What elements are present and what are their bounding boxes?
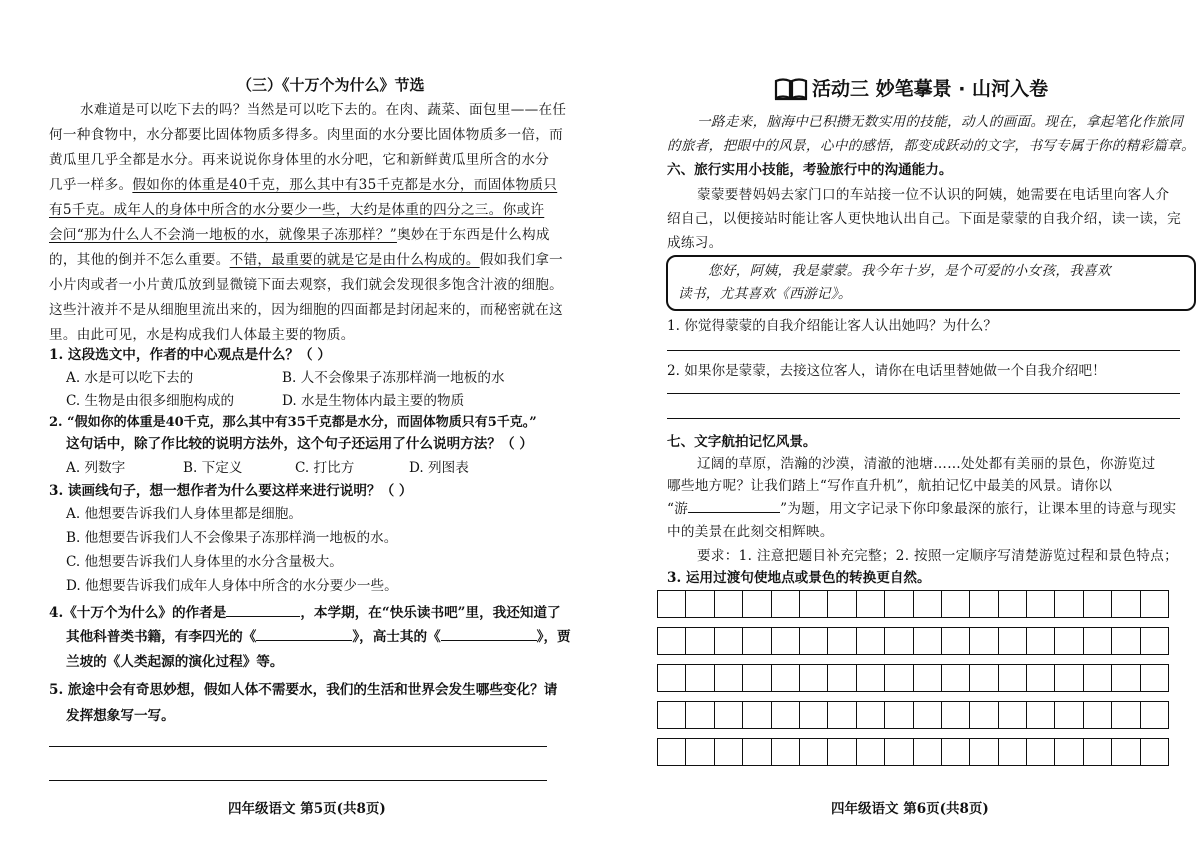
grid-cell[interactable] [686,591,714,618]
grid-row-gap [658,729,1169,739]
grid-cell[interactable] [885,702,913,729]
grid-cell[interactable] [771,628,799,655]
option-a[interactable]: A. 他想要告诉我们人身体里都是细胞。 [66,506,302,522]
passage-line: 里。由此可见，水是构成我们人体最主要的物质。 [49,327,355,343]
grid-cell[interactable] [1083,591,1111,618]
answer-blank[interactable] [256,628,352,641]
grid-row [658,591,1169,618]
grid-cell[interactable] [658,739,686,766]
answer-line[interactable] [667,350,1180,351]
requirements: 3. 运用过渡句使地点或景色的转换更自然。 [667,570,931,586]
grid-cell[interactable] [771,591,799,618]
passage-line: 小片肉或者一小片黄瓜放到显微镜下面去观察，我们就会发现很多饱含汁液的细胞。 [49,277,564,293]
question-5: 5. 旅途中会有奇思妙想，假如人体不需要水，我们的生活和世界会发生哪些变化？请 [49,682,558,698]
grid-cell[interactable] [856,665,884,692]
grid-gap-cell [658,729,1169,739]
section-6-text: 绍自己，以便接站时能让客人更快地认出自己。下面是蒙蒙的自我介绍，读一读，完 [667,211,1182,227]
grid-cell[interactable] [799,702,827,729]
page-footer: 四年级语文 第6页(共8页) [831,801,989,817]
grid-cell[interactable] [1140,591,1168,618]
grid-cell[interactable] [1027,628,1055,655]
passage-line: 水难道是可以吃下去的吗？当然是可以吃下去的。在肉、蔬菜、面包里——在任 [80,102,567,118]
answer-line[interactable] [49,746,547,747]
grid-cell[interactable] [799,591,827,618]
answer-blank[interactable] [441,628,537,641]
book-icon [774,77,808,101]
grid-cell[interactable] [913,628,941,655]
grid-cell[interactable] [714,628,742,655]
grid-cell[interactable] [1140,628,1168,655]
grid-cell[interactable] [970,739,998,766]
grid-cell[interactable] [1055,628,1083,655]
grid-gap-cell [658,655,1169,665]
passage-line: 这些汁液并不是从细胞里流出来的，因为细胞的四面都是封闭起来的，而秘密就在这 [49,302,564,318]
grid-cell[interactable] [1112,739,1140,766]
grid-cell[interactable] [771,665,799,692]
grid-cell[interactable] [941,591,969,618]
question-4-line2: 其他科普类书籍，有李四光的《 》，高士其的《 》，贾 [66,629,571,645]
option-d[interactable]: D. 列图表 [409,460,469,476]
grid-row [658,739,1169,766]
grid-cell[interactable] [686,665,714,692]
question-1: 1. 这段选文中，作者的中心观点是什么？（ ） [49,347,331,363]
grid-row-gap [658,692,1169,702]
grid-cell[interactable] [1083,628,1111,655]
grid-cell[interactable] [743,628,771,655]
grid-cell[interactable] [998,628,1026,655]
intro-line: 一路走来，脑海中已积攒无数实用的技能，动人的画面。现在，拿起笔化作旅同 [697,114,1184,130]
answer-line[interactable] [49,780,547,781]
grid-cell[interactable] [941,628,969,655]
grid-cell[interactable] [828,739,856,766]
grid-cell[interactable] [941,702,969,729]
right-page [600,0,1200,849]
grid-cell[interactable] [1112,702,1140,729]
grid-cell[interactable] [658,628,686,655]
grid-cell[interactable] [743,702,771,729]
section-6-text: 蒙蒙要替妈妈去家门口的车站接一位不认识的阿姨，她需要在电话里向客人介 [697,187,1170,203]
grid-cell[interactable] [743,665,771,692]
grid-cell[interactable] [1083,665,1111,692]
question-2-line2: 这句话中，除了作比较的说明方法外，这个句子还运用了什么说明方法？（ ） [66,436,533,452]
grid-cell[interactable] [885,628,913,655]
grid-cell[interactable] [1055,702,1083,729]
grid-row [658,628,1169,655]
section-7-title: 七、文字航拍记忆风景。 [667,434,817,450]
answer-blank[interactable] [226,604,300,617]
grid-cell[interactable] [913,591,941,618]
grid-cell[interactable] [828,702,856,729]
section-title: （三）《十万个为什么》节选 [237,76,425,94]
grid-cell[interactable] [799,665,827,692]
grid-cell[interactable] [658,591,686,618]
grid-row-gap [658,655,1169,665]
grid-gap-cell [658,692,1169,702]
grid-cell[interactable] [913,665,941,692]
grid-cell[interactable] [885,665,913,692]
question-5-line2: 发挥想象写一写。 [66,708,175,724]
grid-cell[interactable] [913,702,941,729]
grid-cell[interactable] [856,739,884,766]
grid-cell[interactable] [970,665,998,692]
grid-cell[interactable] [828,628,856,655]
question-2: 2. “假如你的体重是40千克，那么其中有35千克都是水分，而固体物质只有5千克。” [49,415,537,430]
title-blank[interactable] [688,500,780,513]
grid-cell[interactable] [686,628,714,655]
grid-cell[interactable] [941,739,969,766]
option-a[interactable]: A. 列数字 [66,460,126,476]
grid-cell[interactable] [856,702,884,729]
option-c[interactable]: C. 打比方 [295,460,355,476]
passage-line: 黄瓜里几乎全都是水分。再来说说你身体里的水分吧，它和新鲜黄瓜里所含的水分 [49,152,550,168]
speech-line: 读书，尤其喜欢《西游记》。 [678,286,852,302]
grid-cell[interactable] [1027,591,1055,618]
section-7-text: 哪些地方呢？让我们踏上“写作直升机”，航拍记忆中最美的风景。请你以 [667,478,1113,494]
passage-line: 几乎一样多。假如你的体重是40千克，那么其中有35千克都是水分，而固体物质只 [49,177,558,193]
grid-cell[interactable] [941,665,969,692]
passage-line: 会问“那为什么人不会淌一地板的水，就像果子冻那样？”奥妙在于东西是什么构成 [49,227,550,243]
grid-cell[interactable] [970,628,998,655]
question-6-2: 2. 如果你是蒙蒙，去接这位客人，请你在电话里替她做一个自我介绍吧！ [667,363,1106,379]
question-4: 4.《十万个为什么》的作者是 ，本学期，在“快乐读书吧”里，我还知道了 [49,605,561,621]
grid-cell[interactable] [1112,628,1140,655]
grid-cell[interactable] [1083,739,1111,766]
grid-cell[interactable] [1112,665,1140,692]
grid-cell[interactable] [1140,665,1168,692]
option-b[interactable]: B. 下定义 [183,460,243,476]
grid-cell[interactable] [714,739,742,766]
grid-cell[interactable] [1055,591,1083,618]
grid-cell[interactable] [885,591,913,618]
grid-cell[interactable] [743,739,771,766]
grid-cell[interactable] [970,591,998,618]
grid-row-gap [658,618,1169,628]
grid-cell[interactable] [1027,702,1055,729]
grid-cell[interactable] [658,702,686,729]
option-c[interactable]: C. 他想要告诉我们人身体里的水分含量极大。 [66,554,343,570]
grid-cell[interactable] [714,702,742,729]
passage-line: 的，其他的倒并不怎么重要。不错，最重要的就是它是由什么构成的。假如我们拿一 [49,252,564,268]
page-footer: 四年级语文 第5页(共8页) [228,801,386,817]
question-3: 3. 读画线句子，想一想作者为什么要这样来进行说明？（ ） [49,483,413,499]
section-7-text: 中的美景在此刻交相辉映。 [667,524,834,540]
grid-cell[interactable] [1055,665,1083,692]
answer-line[interactable] [667,418,1180,419]
grid-cell[interactable] [771,702,799,729]
option-d[interactable]: D. 水是生物体内最主要的物质 [282,393,465,409]
grid-cell[interactable] [714,665,742,692]
underlined-sentence: 有5千克。 [49,202,114,218]
passage-line: 有5千克。成年人的身体中所含的水分要少一些，大约是体重的四分之三。你或许 [49,202,545,218]
grid-cell[interactable] [743,591,771,618]
activity-title: 活动三 妙笔摹景 · 山河入卷 [812,78,1049,100]
grid-cell[interactable] [714,591,742,618]
section-6-title: 六、旅行实用小技能，考验旅行中的沟通能力。 [667,162,953,178]
grid-cell[interactable] [998,702,1026,729]
option-d[interactable]: D. 他想要告诉我们成年人身体中所含的水分要少一些。 [66,578,398,594]
underlined-sentence: 假如你的体重是40千克，那么其中有35千克都是水分，而固体物质只 [132,177,558,193]
section-6-text: 成练习。 [667,235,723,251]
intro-line: 的旅者，把眼中的风景，心中的感悟，都变成跃动的文字，书写专属于你的精彩篇章。 [667,138,1195,154]
grid-cell[interactable] [1055,739,1083,766]
grid-cell[interactable] [1140,739,1168,766]
grid-cell[interactable] [828,591,856,618]
grid-row [658,702,1169,729]
option-c[interactable]: C. 生物是由很多细胞构成的 [66,393,235,409]
grid-row [658,665,1169,692]
grid-cell[interactable] [686,739,714,766]
speech-line: 您好，阿姨，我是蒙蒙。我今年十岁，是个可爱的小女孩，我喜欢 [708,263,1111,279]
grid-cell[interactable] [856,591,884,618]
section-7-text: “游 ”为题，用文字记录下你印象最深的旅行，让课本里的诗意与现实 [667,501,1177,517]
section-7-text: 辽阔的草原，浩瀚的沙漠，清澈的池塘……处处都有美丽的景色，你游览过 [697,456,1156,472]
grid-cell[interactable] [1083,702,1111,729]
grid-cell[interactable] [913,739,941,766]
grid-cell[interactable] [799,628,827,655]
grid-cell[interactable] [998,739,1026,766]
grid-cell[interactable] [686,702,714,729]
grid-cell[interactable] [998,591,1026,618]
grid-gap-cell [658,618,1169,628]
grid-cell[interactable] [1112,591,1140,618]
grid-cell[interactable] [856,628,884,655]
writing-grid[interactable] [657,590,1169,766]
grid-cell[interactable] [885,739,913,766]
grid-cell[interactable] [799,739,827,766]
option-a[interactable]: A. 水是可以吃下去的 [66,370,194,386]
grid-cell[interactable] [658,665,686,692]
option-b[interactable]: B. 人不会像果子冻那样淌一地板的水 [282,370,505,386]
question-6-1: 1. 你觉得蒙蒙的自我介绍能让客人认出她吗？为什么？ [667,318,997,334]
passage-line: 何一种食物中，水分都要比固体物质多得多。肉里面的水分要比固体物质多一倍，而 [49,127,564,143]
grid-cell[interactable] [970,702,998,729]
grid-cell[interactable] [1140,702,1168,729]
grid-cell[interactable] [1027,739,1055,766]
grid-cell[interactable] [1027,665,1055,692]
grid-cell[interactable] [998,665,1026,692]
option-b[interactable]: B. 他想要告诉我们人不会像果子冻那样淌一地板的水。 [66,530,398,546]
grid-cell[interactable] [771,739,799,766]
grid-cell[interactable] [828,665,856,692]
question-4-line3: 兰坡的《人类起源的演化过程》等。 [66,654,284,670]
requirements: 要求：1. 注意把题目补充完整；2. 按照一定顺序写清楚游览过程和景色特点； [697,548,1178,564]
answer-line[interactable] [667,393,1180,394]
